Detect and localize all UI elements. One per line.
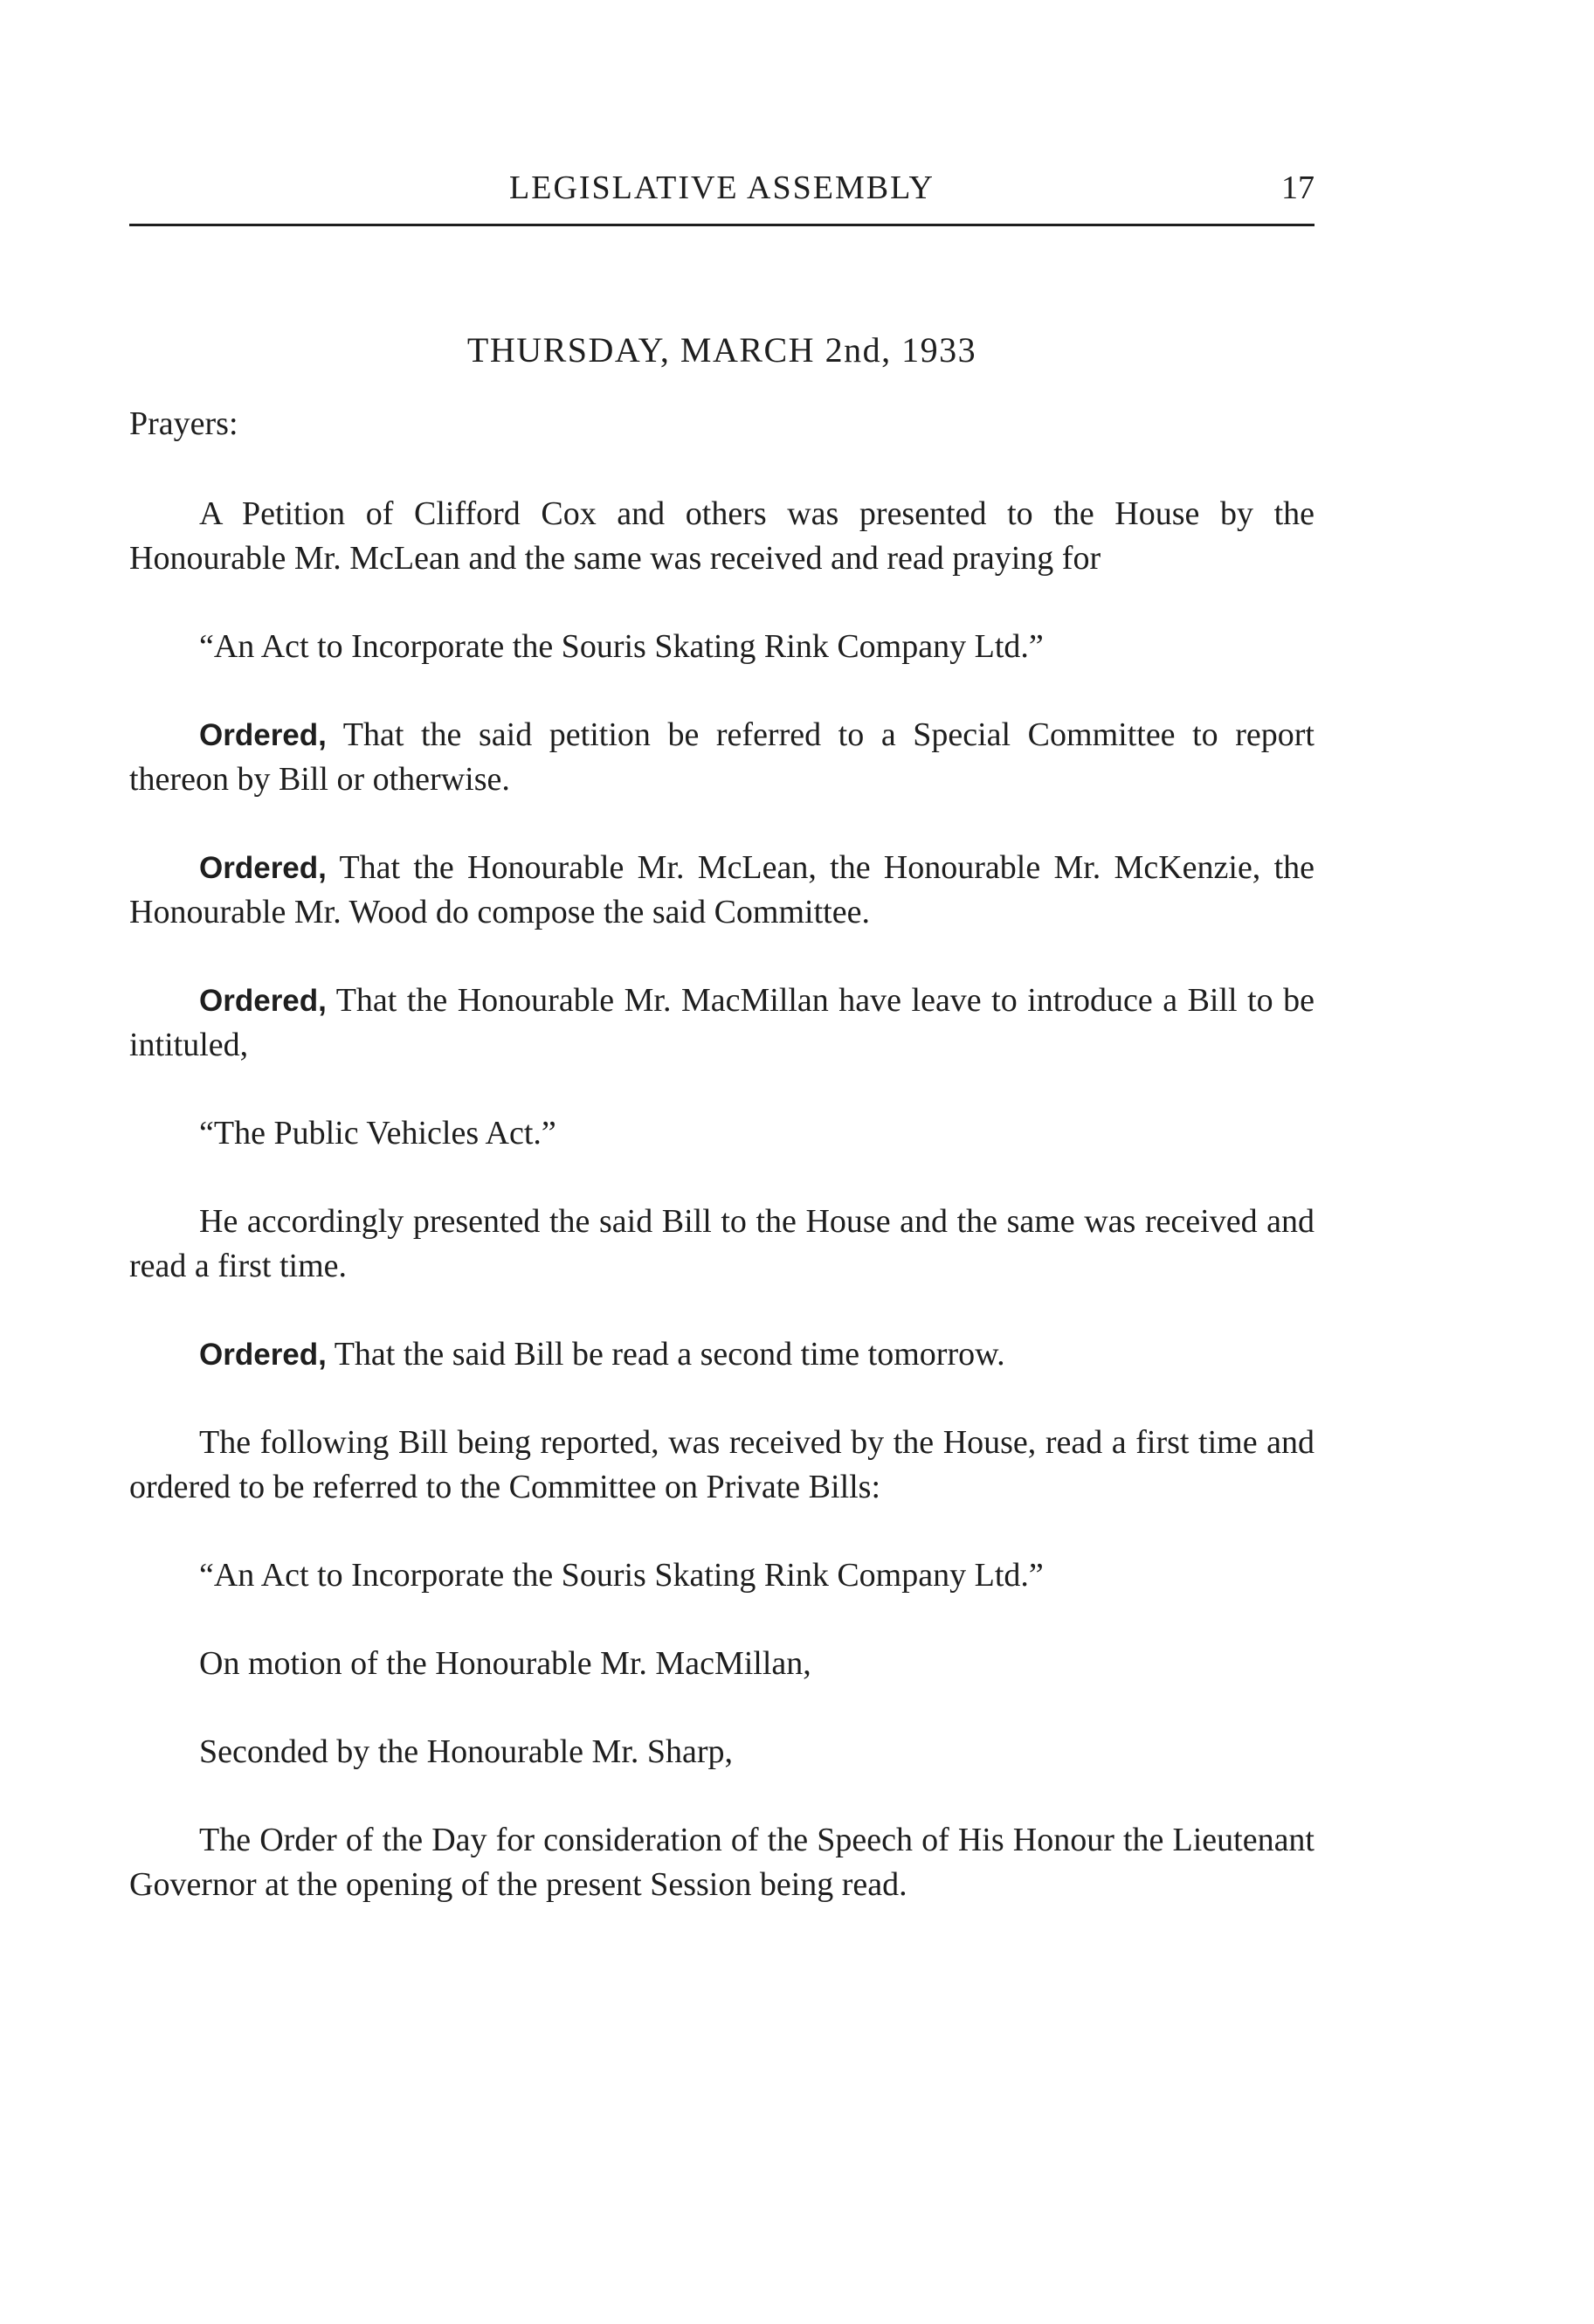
ordered-lead: Ordered, [199, 718, 327, 752]
paragraph [129, 1421, 1315, 1510]
ordered-lead: Ordered, [199, 984, 327, 1018]
paragraph-text: The following Bill being reported, was received by the House, read a first time and ordered to be referred to the Committee on Private Bills: [129, 1424, 1315, 1505]
paragraph-text: That the Honourable Mr. MacMillan have leave to introduce a Bill to be intituled, [129, 982, 1315, 1063]
paragraph-text: A Petition of Clifford Cox and others was presented to the House by the Honourable Mr. McLean and the same was received and read praying for [129, 495, 1315, 577]
paragraph-text: He accordingly presented the said Bill to the House and the same was received and read a first time. [129, 1203, 1315, 1284]
quoted-bill-title: “An Act to Incorporate the Souris Skating Rink Company Ltd.” [199, 1557, 1044, 1594]
petition-paragraph [129, 492, 1315, 581]
paragraph-text: On motion of the Honourable Mr. MacMillan, [199, 1645, 811, 1682]
journal-body [129, 402, 1315, 1951]
paragraph-text: Seconded by the Honourable Mr. Sharp, [199, 1733, 734, 1770]
ordered-lead: Ordered, [199, 1338, 327, 1372]
paragraph-text: That the said Bill be read a second time tomorrow. [326, 1336, 1005, 1373]
order-paragraph [129, 979, 1315, 1068]
paragraph [129, 1200, 1315, 1289]
paragraph-text: That the said petition be referred to a Special Committee to report thereon by Bill or otherwise. [129, 716, 1315, 798]
date-heading: THURSDAY, MARCH 2nd, 1933 [466, 330, 977, 370]
order-of-day-paragraph [129, 1818, 1315, 1907]
order-paragraph [129, 1332, 1315, 1377]
page-number: 17 [1281, 169, 1315, 206]
paragraph-text: The Order of the Day for consideration of the Speech of His Honour the Lieutenant Governor at the opening of the present Session being read. [129, 1822, 1315, 1903]
ordered-lead: Ordered, [199, 851, 327, 885]
paragraph-text: That the Honourable Mr. McLean, the Honourable Mr. McKenzie, the Honourable Mr. Wood do compose the said Committee. [129, 849, 1315, 930]
header-rule [129, 224, 1315, 226]
page-header [129, 166, 1315, 218]
seconded-paragraph [129, 1730, 1315, 1774]
motion-paragraph [129, 1642, 1315, 1686]
order-paragraph [129, 713, 1315, 802]
quoted-bill-title: “The Public Vehicles Act.” [199, 1115, 556, 1152]
prayers-label: Prayers: [129, 405, 238, 442]
running-head: LEGISLATIVE ASSEMBLY [509, 169, 935, 206]
order-paragraph [129, 846, 1315, 935]
quoted-bill-title: “An Act to Incorporate the Souris Skating Rink Company Ltd.” [199, 628, 1044, 665]
